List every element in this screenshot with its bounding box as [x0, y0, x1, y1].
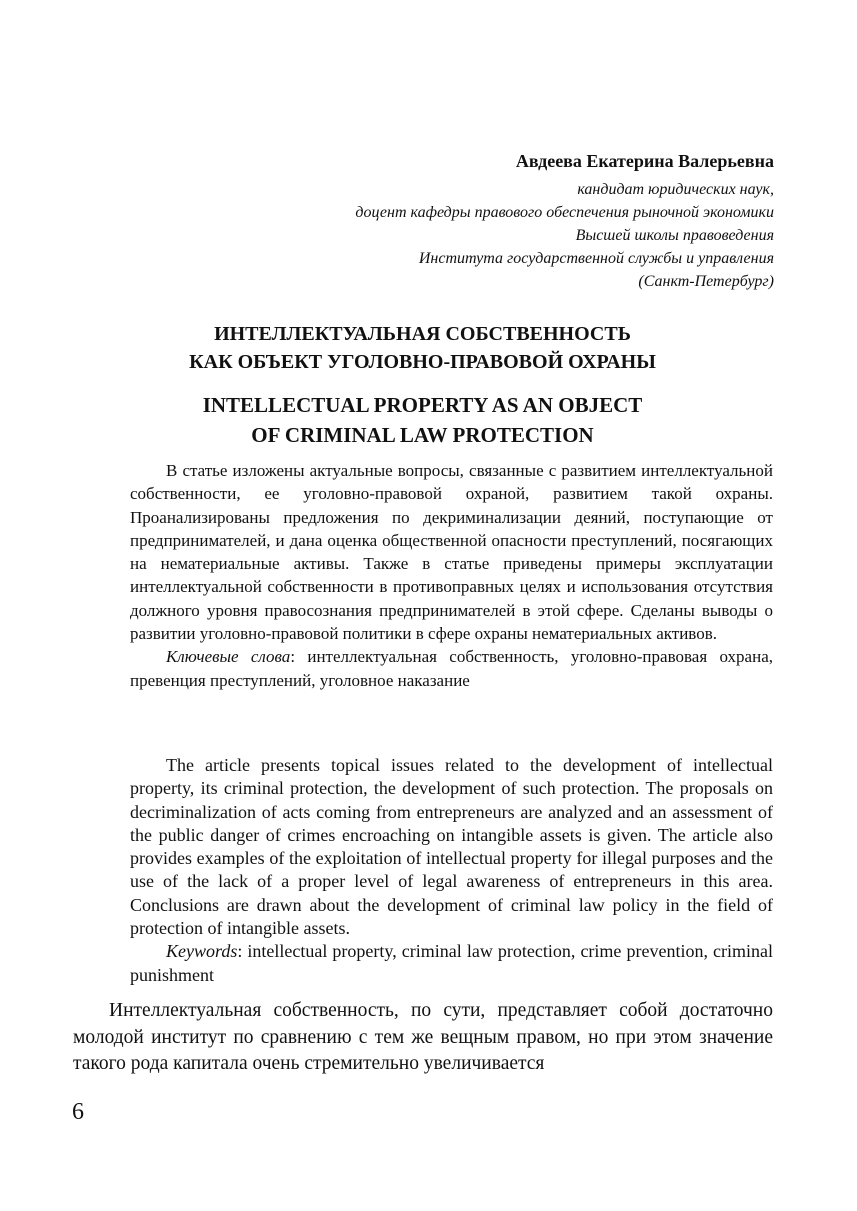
affiliation-city: (Санкт-Петербург) — [638, 273, 774, 290]
main-text — [73, 998, 773, 1078]
title-english-line-1: INTELLECTUAL PROPERTY AS AN OBJECT — [202, 393, 643, 417]
author-name: Авдеева Екатерина Валерьевна — [515, 151, 774, 171]
keywords-english-list: : intellectual property, criminal law protection, crime prevention, criminal punishment — [130, 941, 773, 985]
abstract-english-text: The article presents topical issues related to the development of intellectual property, its criminal protection, the development of such protection. The proposals on decriminalization of acts coming from entrepreneurs are analyzed and an assessment of the public danger of crimes encroaching on intangible assets is given. The article also provides examples of the exploitation of intellectual property for illegal purposes and the use of the lack of a proper level of legal awareness of entrepreneurs in this area. Conclusions are drawn about the development of criminal law policy in the field of protection of intangible assets. — [130, 755, 773, 939]
title-russian — [0, 320, 845, 376]
keywords-russian-list: : интеллектуальная собственность, уголовно-правовая охрана, превенция преступлений, уголовное наказание — [130, 647, 773, 690]
main-text-paragraph: Интеллектуальная собственность, по сути, представляет собой достаточно молодой институт по сравнению с тем же вещным правом, но при этом значение такого рода капитала очень стремительно увеличивается — [73, 1000, 773, 1074]
author-block — [174, 150, 774, 293]
page-number: 6 — [72, 1099, 84, 1125]
affiliation-institute: Института государственной службы и управления — [418, 250, 774, 267]
title-russian-line-1: ИНТЕЛЛЕКТУАЛЬНАЯ СОБСТВЕННОСТЬ — [214, 323, 631, 345]
affiliation-position: доцент кафедры правового обеспечения рыночной экономики — [355, 204, 774, 221]
title-english-line-2: OF CRIMINAL LAW PROTECTION — [251, 423, 594, 447]
abstract-english — [130, 754, 773, 987]
keywords-russian — [130, 645, 773, 692]
title-russian-line-2: КАК ОБЪЕКТ УГОЛОВНО-ПРАВОВОЙ ОХРАНЫ — [189, 351, 656, 373]
keywords-russian-label: Ключевые слова — [166, 647, 291, 667]
abstract-russian-text: В статье изложены актуальные вопросы, связанные с развитием интеллектуальной собственности, ее уголовно-правовой охраной, развитием такой охраны. Проанализированы предложения по декриминализации деяний, поступающие от предпринимателей, и дана оценка общественной опасности преступлений, посягающих на нематериальные активы. Также в статье приведены примеры эксплуатации интеллектуальной собственности в противоправных целях и использования отсутствия должного уровня правосознания предпринимателей в этой сфере. Сделаны выводы о развитии уголовно-правовой политики в сфере охраны нематериальных активов. — [130, 461, 773, 644]
affiliation-school: Высшей школы правоведения — [575, 227, 774, 244]
keywords-english-label: Keywords — [166, 941, 238, 962]
abstract-russian — [130, 459, 773, 692]
title-english — [0, 390, 845, 450]
keywords-english — [130, 940, 773, 987]
affiliation-degree: кандидат юридических наук, — [577, 181, 774, 198]
